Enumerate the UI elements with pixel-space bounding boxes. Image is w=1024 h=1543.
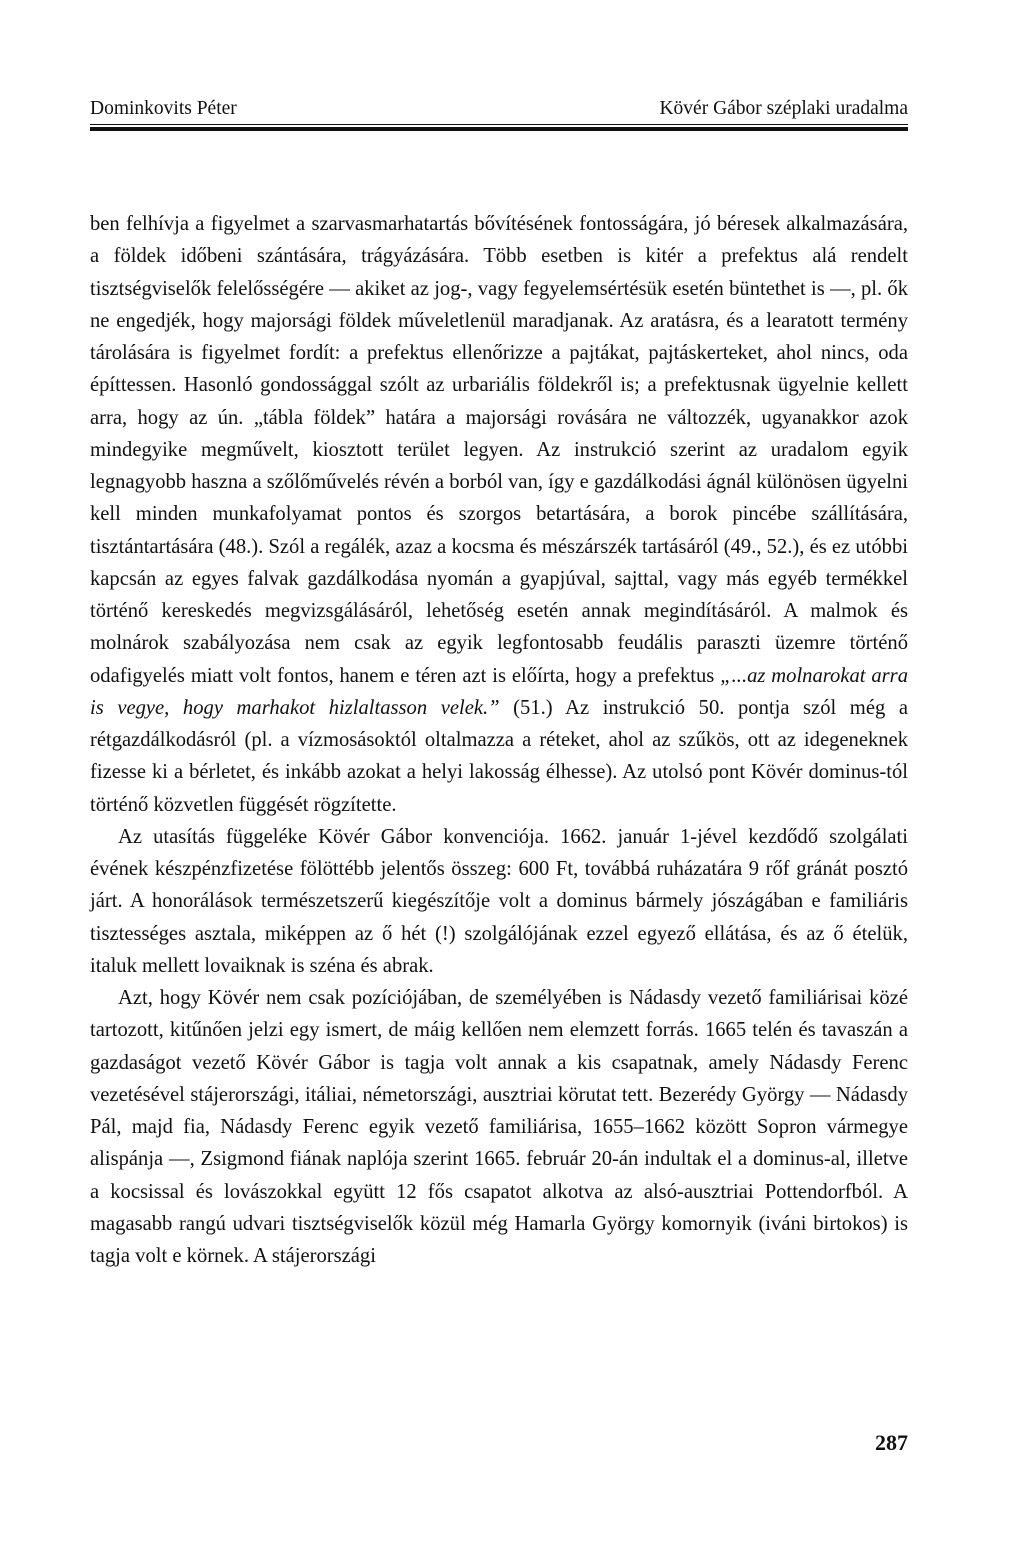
paragraph-1-text-b: (51.) Az instrukció 50. pontja szól még a rétgazdálkodásról (pl. a vízmosásoktól oltalmazza a réteket, ahol az szűkös, ott az idegeneknek fizesse ki a bérletet, és inkább azokat a helyi lakosság élhesse). Az utolsó pont Kövér dominus-tól történő közvetlen függését rögzítette. (90, 696, 908, 816)
paragraph-3-text: Azt, hogy Kövér nem csak pozíciójában, de személyében is Nádasdy vezető familiárisai közé tartozott, kitűnően jelzi egy ismert, de máig kellően nem elemzett forrás. 1665 telén és tavaszán a gazdaságot vezető Kövér Gábor is tagja volt annak a kis csapatnak, amely Nádasdy Ferenc vezetésével stájerországi, itáliai, németországi, ausztriai körutat tett. Bezerédy György — Nádasdy Pál, majd fia, Nádasdy Ferenc egyik vezető familiárisa, 1655–1662 között Sopron vármegye alispánja —, Zsigmond fiának naplója szerint 1665. február 20-án indultak el a dominus-al, illetve a kocsissal és lovászokkal együtt 12 fős csapatot alkotva az alsó-ausztriai Pottendorfból. A magasabb rangú udvari tisztségviselők közül még Hamarla György komornyik (iváni birtokos) is tagja volt e körnek. A stájerországi (90, 987, 908, 1267)
header-rule-thick (90, 127, 908, 131)
paragraph-2 (90, 821, 908, 982)
paragraph-3 (90, 982, 908, 1272)
header-title: Kövér Gábor széplaki uradalma (659, 98, 908, 119)
paragraph-1-quote: „...az molnarokat arra is vegye, hogy marhakot hizlaltasson velek.” (90, 664, 908, 719)
body-text (90, 208, 908, 1272)
paragraph-1 (90, 208, 908, 821)
page-number: 287 (875, 1430, 908, 1455)
header-rule-thin (90, 124, 908, 125)
running-header (90, 94, 908, 124)
paragraph-2-text: Az utasítás függeléke Kövér Gábor konvenciója. 1662. január 1-jével kezdődő szolgálati évének készpénzfizetése fölöttébb jelentős összeg: 600 Ft, továbbá ruházatára 9 rőf gránát posztó járt. A honorálások természetszerű kiegészítője volt a dominus bármely jószágában e familiáris tisztességes asztala, miképpen az ő hét (!) szolgálójának ezzel egyező ellátása, és az ő ételük, italuk mellett lovaiknak is széna és abrak. (90, 825, 908, 977)
paragraph-1-text-a: ben felhívja a figyelmet a szarvasmarhatartás bővítésének fontosságára, jó béresek alkalmazására, a földek időbeni szántására, trágyázására. Több esetben is kitér a prefektus alá rendelt tisztségviselők felelősségére — akiket az jog-, vagy fegyelemsértésük esetén büntethet is —, pl. ők ne engedjék, hogy majorsági földek műveletlenül maradjanak. Az aratásra, és a learatott termény tárolására is figyelmet fordít: a prefektus ellenőrizze a pajtákat, pajtáskerteket, ahol nincs, oda építtessen. Hasonló gondossággal szólt az urbariális földekről is; a prefektusnak ügyelnie kellett arra, hogy az ún. „tábla földek” határa a majorsági rovására ne változzék, ugyanakkor azok mindegyike megművelt, kiosztott terület legyen. Az instrukció szerint az uradalom egyik legnagyobb haszna a szőlőművelés révén a borból van, így e gazdálkodási ágnál különösen ügyelni kell minden munkafolyamat pontos és szorgos betartására, a borok pincébe szállítására, tisztántartására (48.). Szól a regálék, azaz a kocsma és mészárszék tartásáról (49., 52.), és ez utóbbi kapcsán az egyes falvak gazdálkodása nyomán a gyapjúval, sajttal, vagy más egyéb termékkel történő kereskedés megvizsgálásáról, lehetőség esetén annak megindításáról. A malmok és molnárok szabályozása nem csak az egyik legfontosabb feudális paraszti üzemre történő odafigyelés miatt volt fontos, hanem e téren azt is előírta, hogy a prefektus (90, 213, 908, 687)
header-author: Dominkovits Péter (90, 98, 237, 119)
